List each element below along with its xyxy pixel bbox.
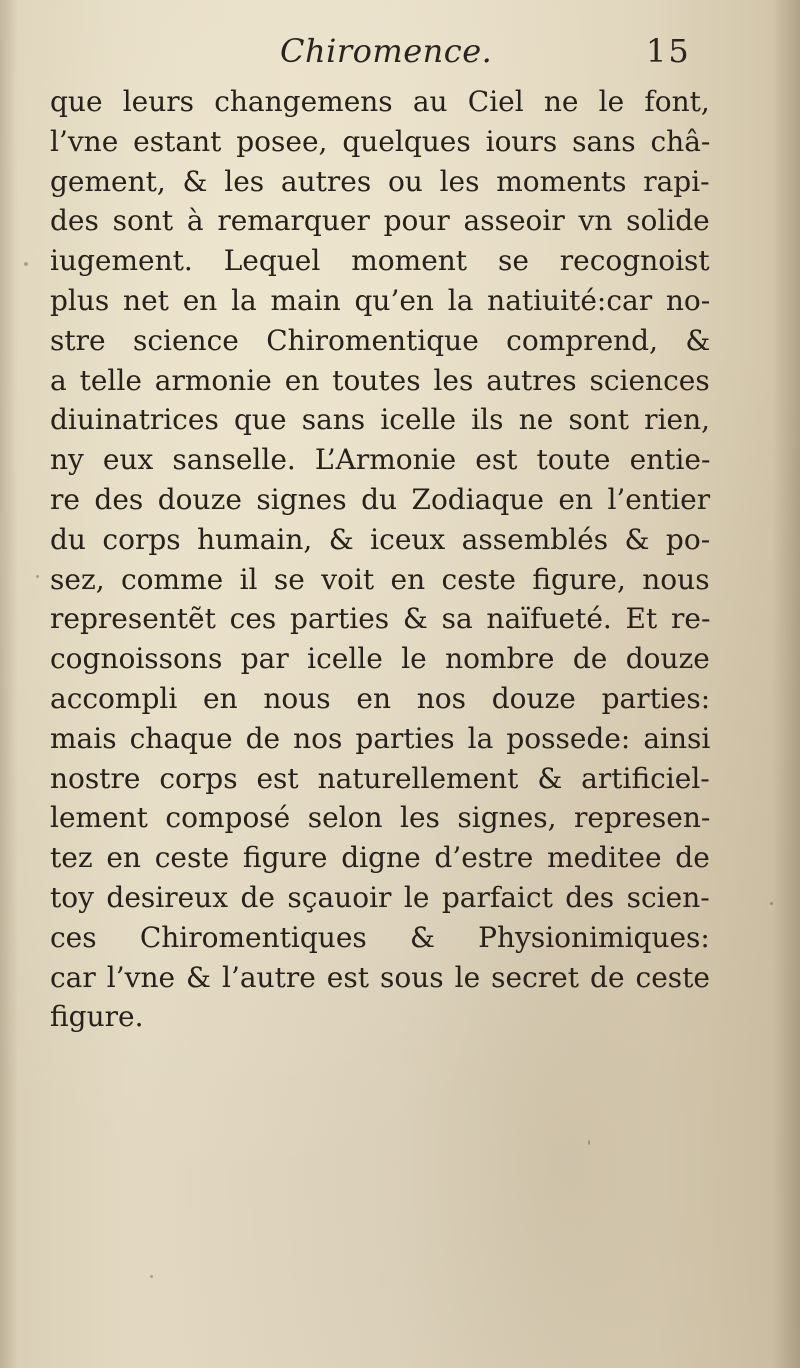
text-line: sez, comme il se voit en ceste figure, nous <box>50 562 710 596</box>
text-line: figure. <box>50 1000 144 1034</box>
text-line: gement, & les autres ou les moments rapi- <box>50 164 710 198</box>
text-line: nostre corps est naturellement & artificiel- <box>50 761 710 795</box>
text-line: ces Chiromentiques & Physionimiques: <box>50 920 710 954</box>
text-line: mais chaque de nos parties la possede: ainsi <box>50 721 711 755</box>
text-line: tez en ceste figure digne d’estre meditee de <box>50 841 710 875</box>
text-line: diuinatrices que sans icelle ils ne sont rien, <box>50 403 711 437</box>
text-line: des sont à remarquer pour asseoir vn solide <box>50 204 710 238</box>
paper-spot <box>588 1140 590 1145</box>
page-number: 15 <box>646 32 691 70</box>
paper-spot <box>36 575 39 578</box>
text-line: lement composé selon les signes, represen- <box>50 801 711 835</box>
page-edge-shadow <box>772 0 800 1368</box>
text-line: que leurs changemens au Ciel ne le font, <box>50 85 710 118</box>
text-line: cognoissons par icelle le nombre de douze <box>50 642 710 676</box>
text-line: ny eux sanselle. L’Armonie est toute entie- <box>50 443 711 477</box>
paper-spot <box>24 262 28 266</box>
text-line: du corps humain, & iceux assemblés & po- <box>50 522 711 556</box>
text-line: iugement. Lequel moment se recognoist <box>50 244 710 278</box>
text-line: toy desireux de sçauoir le parfaict des scien- <box>50 880 710 914</box>
gutter-shadow <box>0 0 18 1368</box>
paper-spot <box>150 1275 153 1278</box>
page-header <box>0 28 800 78</box>
text-line: a telle armonie en toutes les autres sciences <box>50 363 710 397</box>
text-line: re des douze signes du Zodiaque en l’entier <box>50 482 711 516</box>
text-line: stre science Chiromentique comprend, & <box>50 323 711 357</box>
body-text <box>50 82 710 1037</box>
text-line: car l’vne & l’autre est sous le secret de ceste <box>50 960 710 994</box>
text-line: representẽt ces parties & sa naïfueté. Et re- <box>50 602 711 636</box>
text-line: accompli en nous en nos douze parties: <box>50 681 711 715</box>
text-line: l’vne estant posee, quelques iours sans châ- <box>50 124 711 158</box>
running-title: Chiromence. <box>280 32 493 70</box>
text-line: plus net en la main qu’en la natiuité:car no- <box>50 283 711 317</box>
paper-spot <box>770 902 773 905</box>
